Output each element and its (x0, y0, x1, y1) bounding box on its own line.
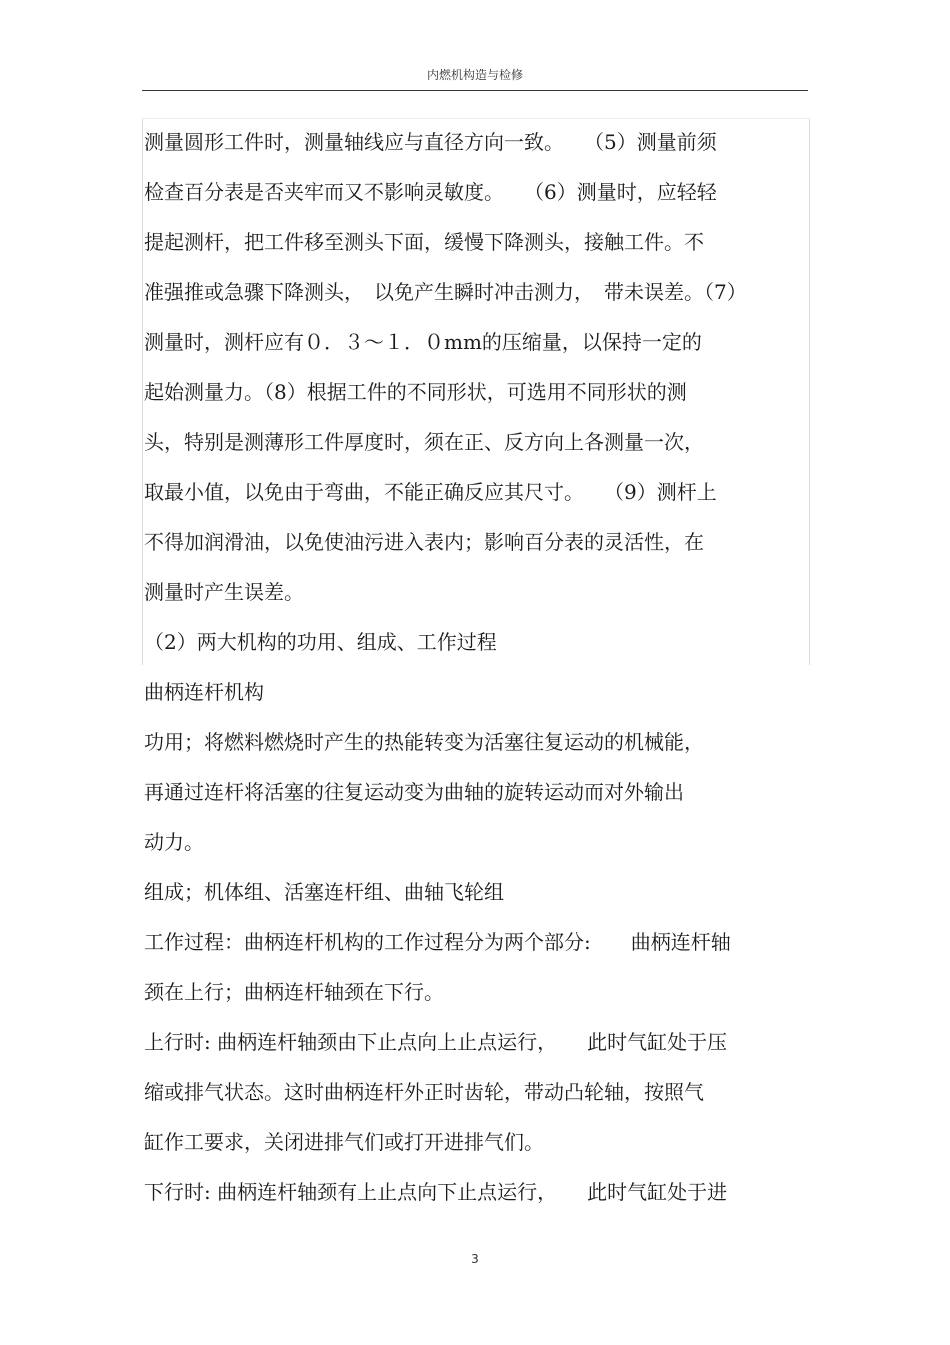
page-number: 3 (471, 1252, 479, 1266)
text-line: 颈在上行；曲柄连杆轴颈在下行。 (144, 980, 444, 1004)
text-line: 准强推或急骤下降测头， 以免产生瞬时冲击测力， 带未误差。（7） (144, 280, 747, 304)
text-line: 取最小值，以免由于弯曲，不能正确反应其尺寸。 （9）测杆上 (144, 480, 717, 504)
text-line: 测量圆形工件时，测量轴线应与直径方向一致。 （5）测量前须 (144, 130, 717, 154)
text-line: 测量时产生误差。 (144, 580, 304, 604)
text-line: 上行时: 曲柄连杆轴颈由下止点向上止点运行， 此时气缸处于压 (144, 1030, 728, 1054)
text-line: 下行时: 曲柄连杆轴颈有上止点向下止点运行， 此时气缸处于进 (144, 1180, 728, 1204)
text-line: 动力。 (144, 830, 204, 854)
text-line: 不得加润滑油，以免使油污进入表内；影响百分表的灵活性，在 (144, 530, 704, 554)
text-line: 工作过程：曲柄连杆机构的工作过程分为两个部分: 曲柄连杆轴 (144, 930, 731, 954)
section-heading: （2）两大机构的功用、组成、工作过程 (144, 630, 497, 654)
text-line: 头，特别是测薄形工件厚度时，须在正、反方向上各测量一次， (144, 430, 704, 454)
page-header-title: 内燃机构造与检修 (426, 68, 523, 82)
header-divider (142, 90, 808, 91)
subsection-heading: 曲柄连杆机构 (144, 680, 264, 704)
text-line: 缸作工要求，关闭进排气们或打开进排气们。 (144, 1130, 544, 1154)
text-line: 测量时，测杆应有０．３～１．０mm的压缩量，以保持一定的 (144, 330, 702, 354)
text-line: 检查百分表是否夹牢而又不影响灵敏度。 （6）测量时，应轻轻 (144, 180, 717, 204)
text-line: 起始测量力。（8）根据工件的不同形状，可选用不同形状的测 (144, 380, 687, 404)
text-line: 组成；机体组、活塞连杆组、曲轴飞轮组 (144, 880, 504, 904)
text-line: 功用；将燃料燃烧时产生的热能转变为活塞往复运动的机械能， (144, 730, 704, 754)
text-line: 提起测杆，把工件移至测头下面，缓慢下降测头，接触工件。不 (144, 230, 704, 254)
text-line: 再通过连杆将活塞的往复运动变为曲轴的旋转运动而对外输出 (144, 780, 684, 804)
text-line: 缩或排气状态。这时曲柄连杆外正时齿轮，带动凸轮轴，按照气 (144, 1080, 704, 1104)
